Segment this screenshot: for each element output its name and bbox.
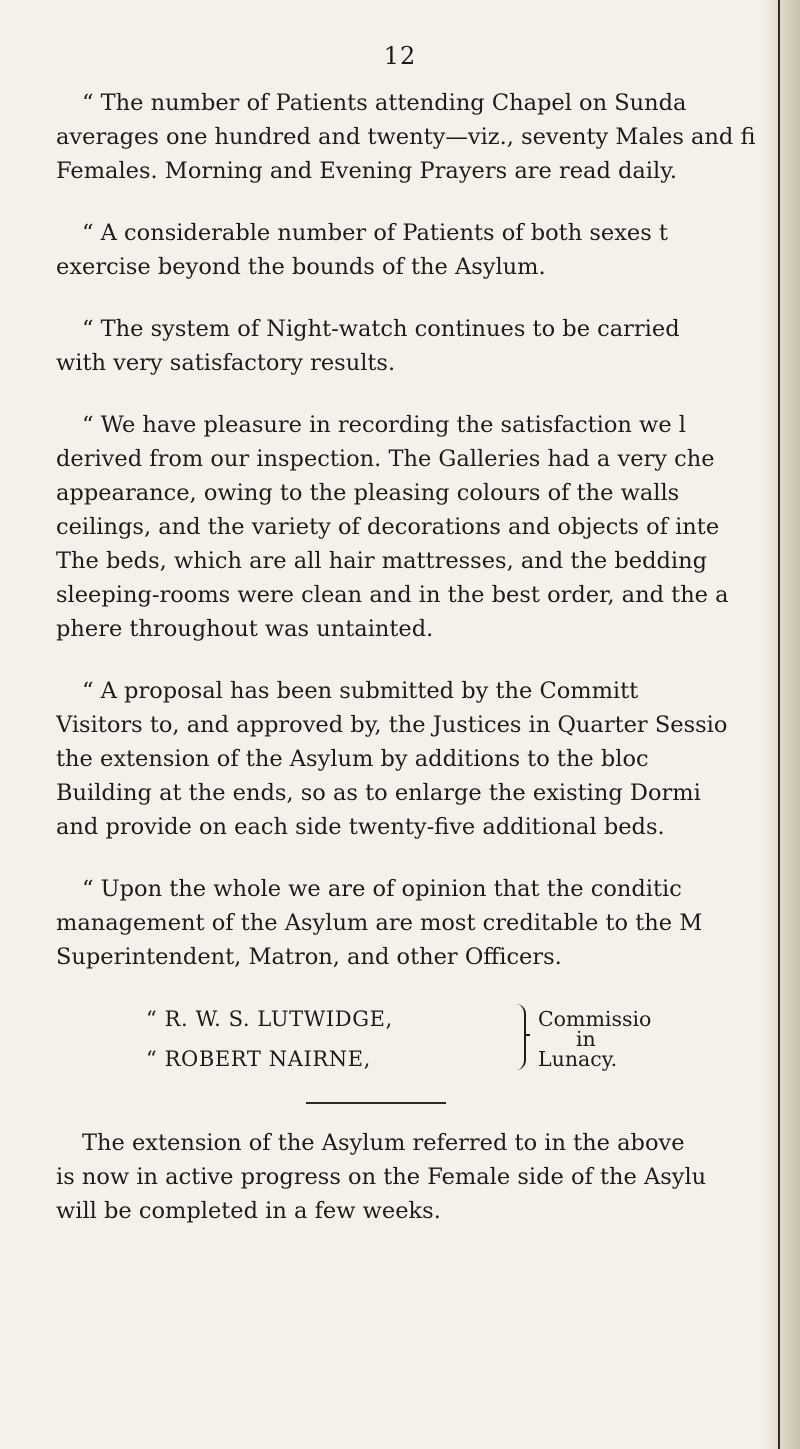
text-line: “ We have pleasure in recording the satisfaction we l bbox=[82, 412, 686, 438]
text-line: averages one hundred and twenty—viz., seventy Males and fi bbox=[56, 124, 756, 150]
text-line: sleeping-rooms were clean and in the best order, and the a bbox=[56, 582, 729, 608]
paragraph-night-watch bbox=[56, 312, 768, 380]
page-body bbox=[56, 86, 768, 1256]
paragraph-inspection bbox=[56, 408, 768, 646]
text-line: “ A considerable number of Patients of both sexes t bbox=[82, 220, 668, 246]
paragraph-chapel-attendance bbox=[56, 86, 768, 188]
text-line: exercise beyond the bounds of the Asylum. bbox=[56, 254, 546, 280]
page-binding-line bbox=[778, 0, 780, 1449]
paragraph-extension-note bbox=[56, 1126, 768, 1228]
text-line: with very satisfactory results. bbox=[56, 350, 396, 376]
signature-block bbox=[56, 1002, 768, 1082]
text-line: will be completed in a few weeks. bbox=[56, 1198, 441, 1224]
section-divider bbox=[306, 1102, 446, 1104]
text-line: derived from our inspection. The Galleries had a very che bbox=[56, 446, 715, 472]
text-line: “ A proposal has been submitted by the Committ bbox=[82, 678, 639, 704]
commission-title: Lunacy. bbox=[538, 1047, 618, 1071]
brace-point bbox=[524, 1034, 530, 1036]
text-line: Building at the ends, so as to enlarge the existing Dormi bbox=[56, 780, 701, 806]
commission-title: in bbox=[576, 1027, 596, 1051]
paragraph-opinion bbox=[56, 872, 768, 974]
text-line: Superintendent, Matron, and other Officers. bbox=[56, 944, 562, 970]
text-line: phere throughout was untainted. bbox=[56, 616, 434, 642]
page-binding-edge bbox=[762, 0, 800, 1449]
paragraph-exercise bbox=[56, 216, 768, 284]
text-line: The extension of the Asylum referred to in the above bbox=[82, 1130, 685, 1156]
brace-symbol bbox=[514, 1004, 526, 1070]
text-line: is now in active progress on the Female side of the Asylu bbox=[56, 1164, 707, 1190]
text-line: appearance, owing to the pleasing colours of the walls bbox=[56, 480, 680, 506]
text-line: the extension of the Asylum by additions to the bloc bbox=[56, 746, 649, 772]
text-line: “ Upon the whole we are of opinion that the conditic bbox=[82, 876, 682, 902]
text-line: ceilings, and the variety of decorations and objects of inte bbox=[56, 514, 720, 540]
text-line: “ The number of Patients attending Chapel on Sunda bbox=[82, 90, 687, 116]
signatory-name: “ R. W. S. LUTWIDGE, bbox=[146, 1007, 393, 1031]
paragraph-proposal bbox=[56, 674, 768, 844]
text-line: and provide on each side twenty-five additional beds. bbox=[56, 814, 665, 840]
signatory-name: “ ROBERT NAIRNE, bbox=[146, 1047, 371, 1071]
text-line: Females. Morning and Evening Prayers are read daily. bbox=[56, 158, 678, 184]
text-line: Visitors to, and approved by, the Justices in Quarter Sessio bbox=[56, 712, 728, 738]
text-line: management of the Asylum are most creditable to the M bbox=[56, 910, 703, 936]
commission-title: Commissio bbox=[538, 1007, 652, 1031]
page-number: 12 bbox=[383, 42, 417, 70]
text-line: The beds, which are all hair mattresses, and the bedding bbox=[56, 548, 707, 574]
text-line: “ The system of Night-watch continues to be carried bbox=[82, 316, 680, 342]
